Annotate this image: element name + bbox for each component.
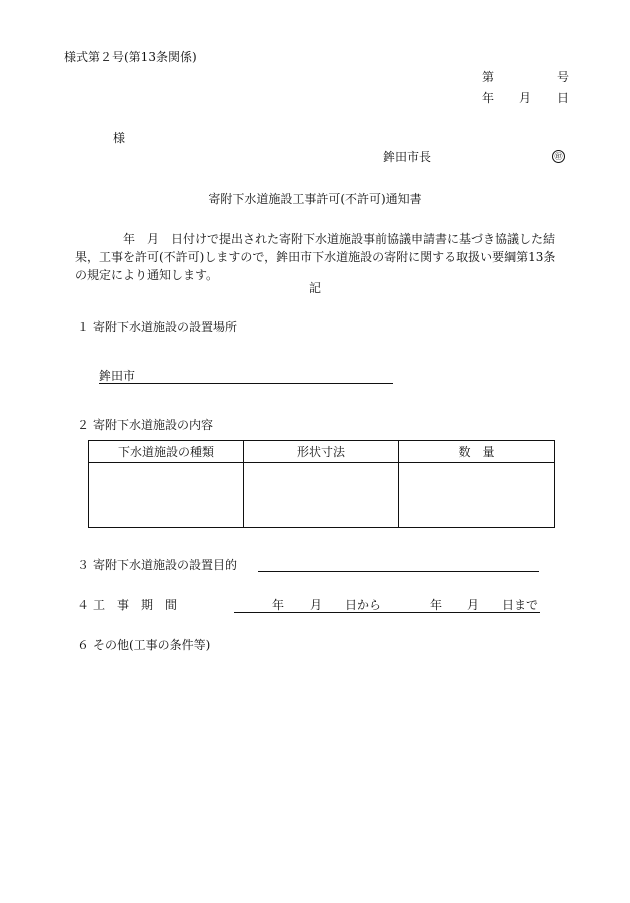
section-2-number: ２ bbox=[77, 418, 90, 432]
document-number-prefix: 第 bbox=[482, 70, 495, 84]
table-header-dimensions: 形状寸法 bbox=[244, 441, 399, 463]
section-6-label: その他(工事の条件等) bbox=[93, 638, 211, 652]
section-2-label: 寄附下水道施設の内容 bbox=[93, 418, 214, 432]
ki-heading: 記 bbox=[309, 281, 322, 295]
body-line-1: 年 月 日付けで提出された寄附下水道施設事前協議申請書に基づき協議した結 bbox=[123, 232, 556, 246]
section-1-label: 寄附下水道施設の設置場所 bbox=[93, 320, 238, 334]
table-header-row bbox=[89, 441, 555, 463]
seal-mark: ㊞ bbox=[552, 150, 565, 163]
issuer-name: 鉾田市長 bbox=[383, 150, 432, 164]
table-header-type: 下水道施設の種類 bbox=[89, 441, 244, 463]
section-1-city: 鉾田市 bbox=[99, 369, 136, 383]
table-cell-dimensions bbox=[244, 463, 399, 528]
table-cell-type bbox=[89, 463, 244, 528]
date-day: 日 bbox=[557, 91, 570, 105]
addressee-suffix: 様 bbox=[113, 131, 126, 145]
section-4-underline bbox=[234, 612, 540, 613]
period-start-year: 年 bbox=[272, 598, 285, 612]
date-month: 月 bbox=[519, 91, 532, 105]
section-4-number: ４ bbox=[77, 598, 90, 612]
period-end-month: 月 bbox=[467, 598, 480, 612]
body-line-3: の規定により通知します。 bbox=[75, 268, 219, 282]
section-3-label: 寄附下水道施設の設置目的 bbox=[93, 558, 238, 572]
document-number-suffix: 号 bbox=[557, 70, 570, 84]
section-3-number: ３ bbox=[77, 558, 90, 572]
period-end-year: 年 bbox=[430, 598, 443, 612]
document-title: 寄附下水道施設工事許可(不許可)通知書 bbox=[208, 192, 422, 206]
body-paragraph bbox=[75, 230, 569, 284]
table-row bbox=[89, 463, 555, 528]
section-1-underline bbox=[99, 383, 393, 384]
section-4-label: 工 事 期 間 bbox=[93, 598, 178, 612]
table-cell-quantity bbox=[399, 463, 555, 528]
section-3-underline bbox=[258, 571, 539, 572]
section-1-number: １ bbox=[77, 320, 90, 334]
section-6-number: ６ bbox=[77, 638, 90, 652]
period-start-day: 日から bbox=[345, 598, 382, 612]
period-start-month: 月 bbox=[310, 598, 323, 612]
date-year: 年 bbox=[482, 91, 495, 105]
form-number: 様式第２号(第13条関係) bbox=[64, 50, 197, 64]
period-end-day: 日まで bbox=[502, 598, 539, 612]
table-header-quantity: 数 量 bbox=[399, 441, 555, 463]
facility-table bbox=[88, 440, 555, 528]
body-line-2: 果，工事を許可(不許可)しますので，鉾田市下水道施設の寄附に関する取扱い要綱第13条 bbox=[75, 250, 556, 264]
